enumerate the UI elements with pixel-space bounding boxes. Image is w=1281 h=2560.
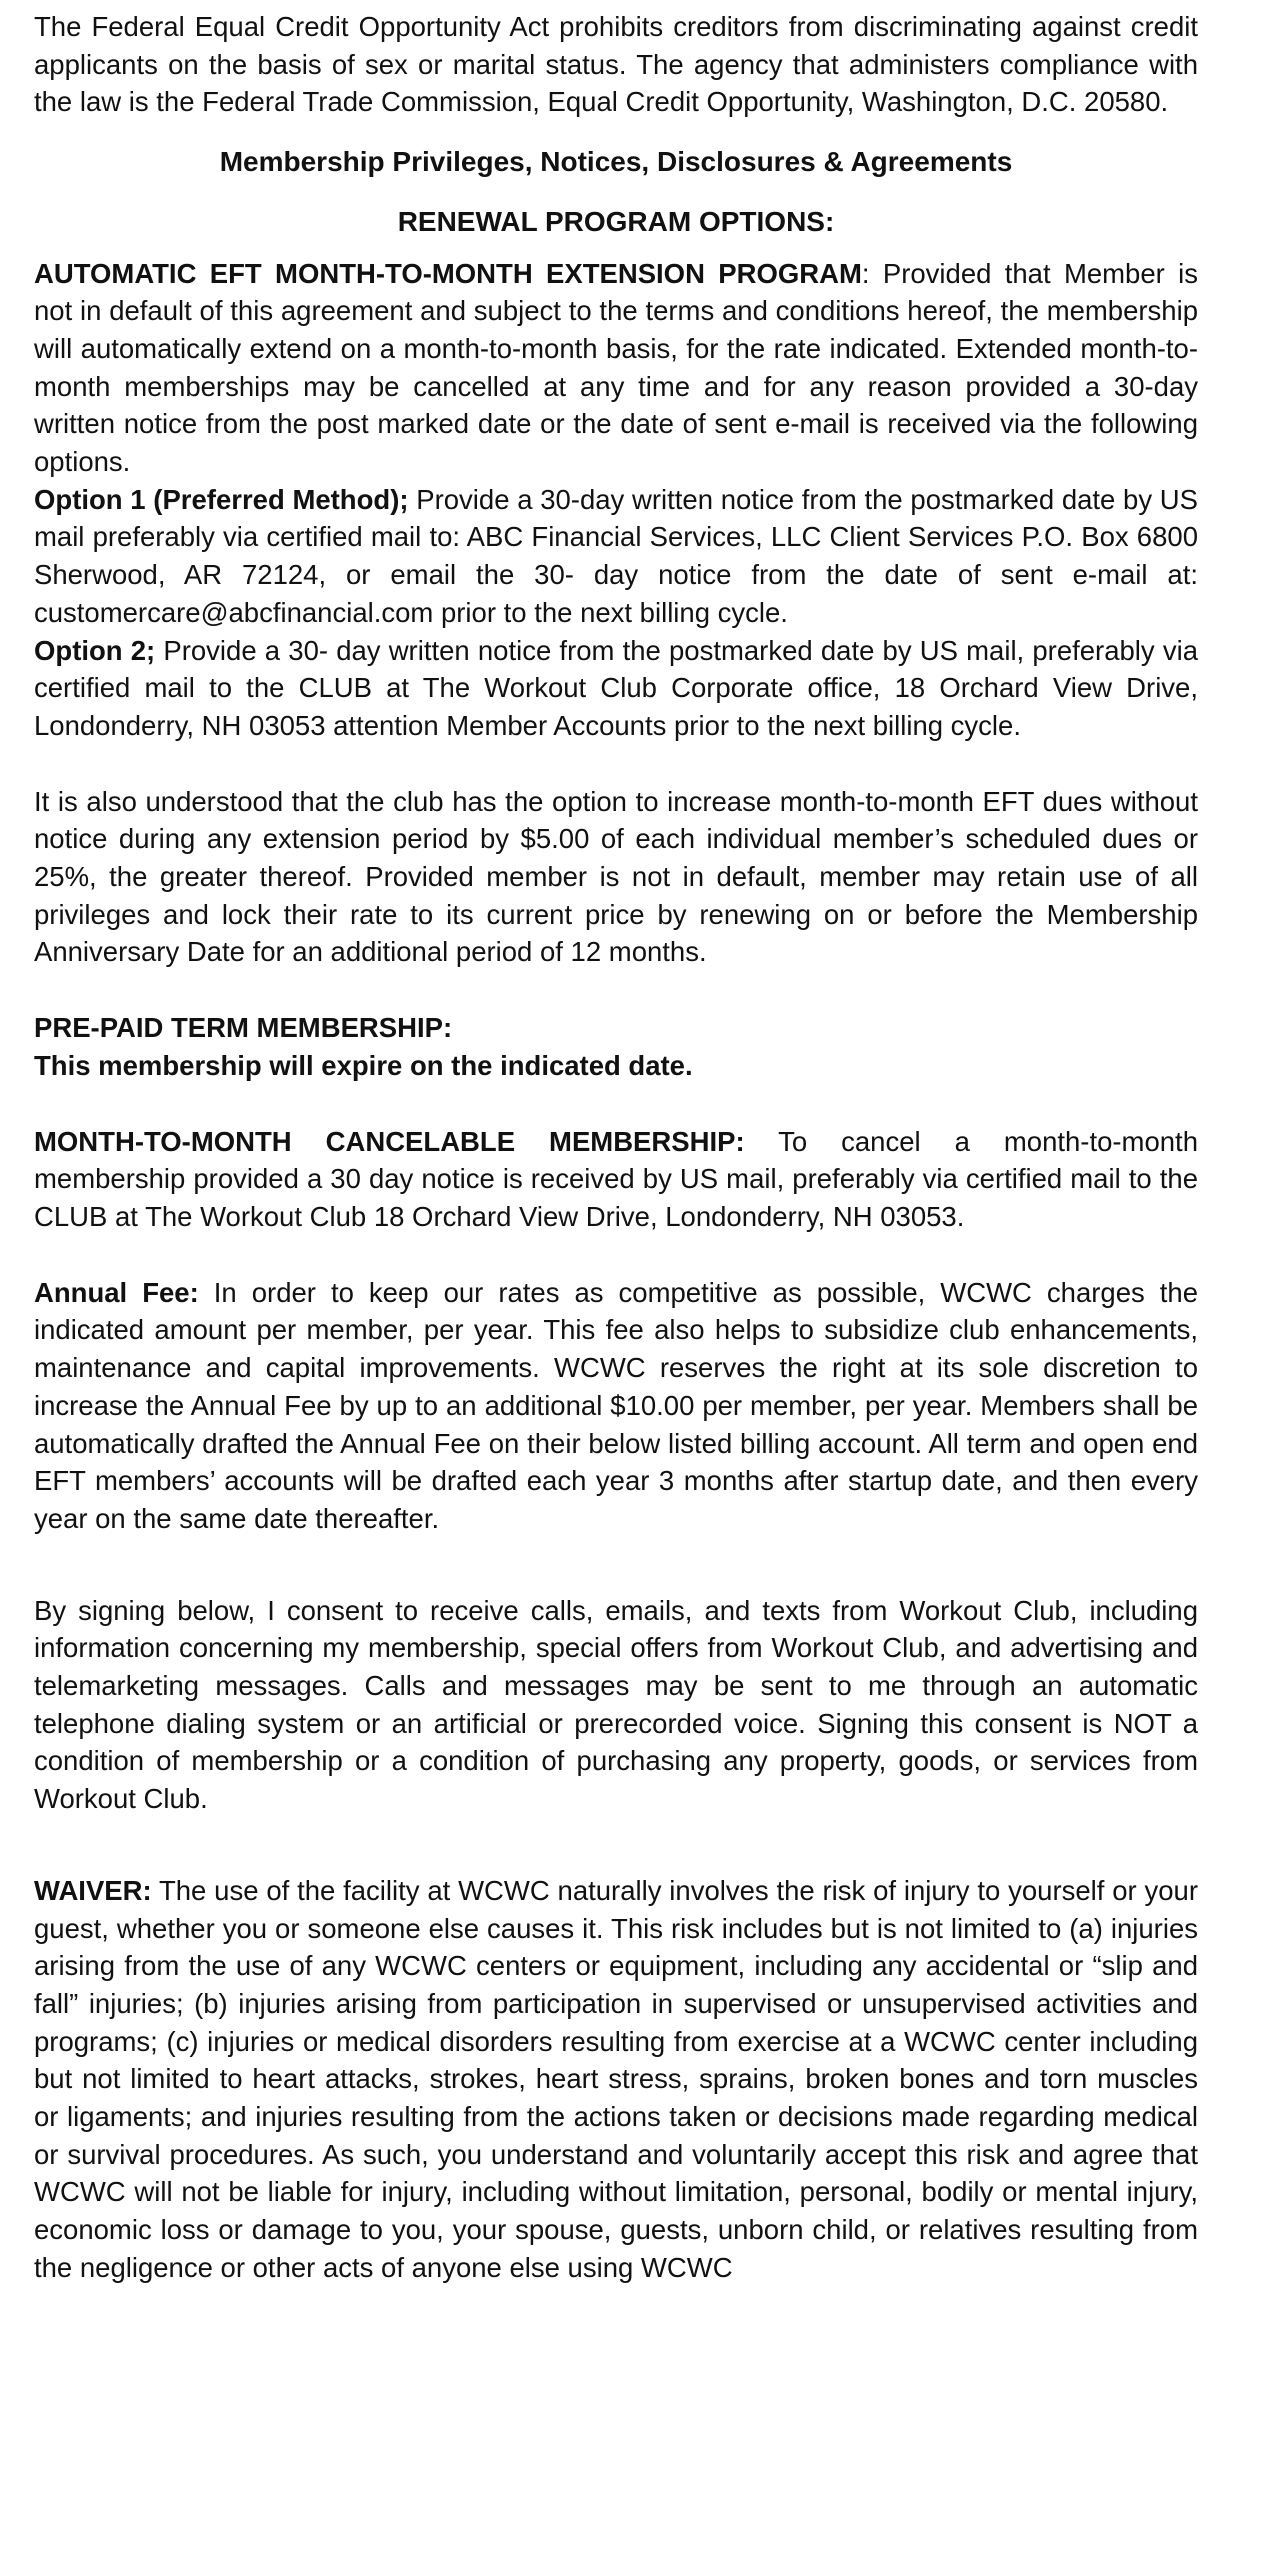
prepaid-label: PRE-PAID TERM MEMBERSHIP: (34, 1012, 453, 1044)
annual-fee-text: In order to keep our rates as competitive as possible, WCWC charges the indicated amount per member, per year. This fee also helps to subsidize club enhancements, maintenance and capital improvements. WCWC reserves the right at its sole discretion to increase the Annual Fee by up to an additional $10.00 per member, per year. Members shall be automatically drafted the Annual Fee on their below listed billing account. All term and open end EFT members’ accounts will be drafted each year 3 months after startup date, and then every year on the same date thereafter. (34, 1276, 1199, 1534)
auto-eft-text: : Provided that Member is not in default of this agreement and subject to the terms and conditions hereof, the membership will automatically extend on a month-to-month basis, for the rate indicated. Extended month-to-month memberships may be cancelled at any time and for any reason provided a 30-day written notice from the post marked date or the date of sent e-mail is received via the following options. (34, 257, 1198, 478)
annual-fee-label: Annual Fee: (34, 1276, 199, 1308)
prepaid-text: This membership will expire on the indicated date. (34, 1049, 693, 1081)
option-2-text: Provide a 30- day written notice from the postmarked date by US mail, preferably via certified mail to the CLUB at The Workout Club Corporate office, 18 Orchard View Drive, Londonderry, NH 03053 attention Member Accounts prior to the next billing cycle. (34, 634, 1198, 741)
annual-fee-paragraph (34, 1274, 1198, 1538)
waiver-text: The use of the facility at WCWC naturally involves the risk of injury to yourself or your guest, whether you or someone else causes it. This risk includes but is not limited to (a) injuries arising from the use of any WCWC centers or equipment, including any accidental or “slip and fall” injuries; (b) injuries arising from participation in supervised or unsupervised activities and programs; (c) injuries or medical disorders resulting from exercise at a WCWC center including but not limited to heart attacks, strokes, heart stress, sprains, broken bones and torn muscles or ligaments; and injuries resulting from the actions taken or decisions made regarding medical or survival procedures. As such, you understand and voluntarily accept this risk and agree that WCWC will not be liable for injury, including without limitation, personal, bodily or mental injury, economic loss or damage to you, your spouse, guests, unborn child, or relatives resulting from the negligence or other acts of anyone else using WCWC (34, 1874, 1198, 2283)
month-cancel-text: To cancel a month-to-month membership provided a 30 day notice is received by US mail, preferably via certified mail to the CLUB at The Workout Club 18 Orchard View Drive, Londonderry, NH 03053. (34, 1125, 1198, 1232)
option-2-label: Option 2; (34, 634, 156, 666)
option-1-paragraph (34, 481, 1198, 632)
document-page (34, 8, 1198, 2287)
prepaid-expiry-line (34, 1047, 1198, 1085)
waiver-label: WAIVER: (34, 1874, 152, 1906)
renewal-heading: RENEWAL PROGRAM OPTIONS: (397, 205, 835, 237)
month-cancel-label: MONTH-TO-MONTH CANCELABLE MEMBERSHIP: (34, 1125, 745, 1157)
month-cancel-paragraph (34, 1123, 1198, 1236)
option-2-paragraph (34, 632, 1198, 745)
auto-eft-paragraph (34, 255, 1198, 481)
option-1-label: Option 1 (Preferred Method); (34, 483, 409, 515)
waiver-paragraph (34, 1872, 1198, 2287)
prepaid-heading (34, 1009, 1198, 1047)
rate-increase-paragraph: It is also understood that the club has the option to increase month-to-month EFT dues without notice during any extension period by $5.00 of each individual member’s scheduled dues or 25%, the greater thereof. Provided member is not in default, member may retain use of all privileges and lock their rate to its current price by renewing on or before the Membership Anniversary Date for an additional period of 12 months. (34, 785, 1198, 968)
ecoa-notice-paragraph: The Federal Equal Credit Opportunity Act prohibits creditors from discriminating against credit applicants on the basis of sex or marital status. The agency that administers compliance with the law is the Federal Trade Commission, Equal Credit Opportunity, Washington, D.C. 20580. (34, 11, 1198, 118)
option-1-text: Provide a 30-day written notice from the postmarked date by US mail preferably via certified mail to: ABC Financial Services, LLC Client Services P.O. Box 6800 Sherwood, AR 72124, or email the 30- day notice from the date of sent e-mail at: customercare@abcfinancial.com prior to the next billing cycle. (34, 483, 1199, 628)
main-heading: Membership Privileges, Notices, Disclosures & Agreements (219, 146, 1013, 178)
consent-paragraph: By signing below, I consent to receive calls, emails, and texts from Workout Club, including information concerning my membership, special offers from Workout Club, and advertising and telemarketing messages. Calls and messages may be sent to me through an automatic telephone dialing system or an artificial or prerecorded voice. Signing this consent is NOT a condition of membership or a condition of purchasing any property, goods, or services from Workout Club. (34, 1594, 1198, 1815)
auto-eft-label: AUTOMATIC EFT MONTH-TO-MONTH EXTENSION PROGRAM (34, 257, 862, 289)
